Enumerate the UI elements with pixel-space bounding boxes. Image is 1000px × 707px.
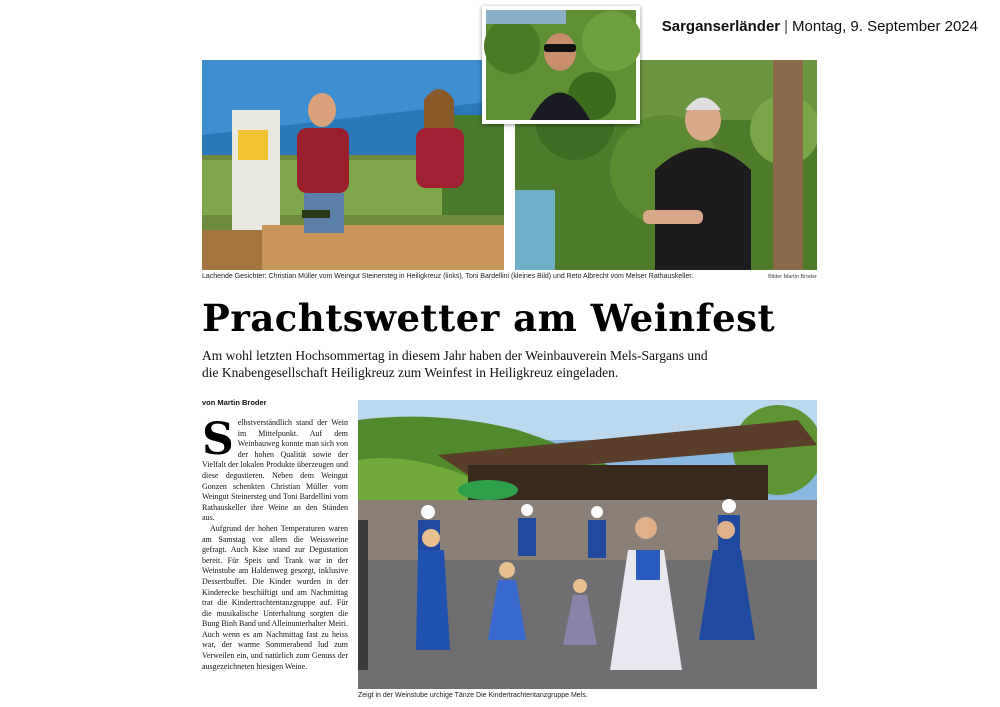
paragraph-1-text: elbstverständlich stand der Wein im Mittelpunkt. Auf dem Weinbauweg konnte man sich von der hohen Qualität sowie der Vielfalt der lokalen Produkte überzeugen und diese degustieren. Neben dem Weingut Gonzen schenkten Christian Müller vom Weingut Steinersteg und Toni Bardellini vom Rathauskeller ihre Weine an den Ständen aus. xyxy=(202,418,348,523)
photo-dance-group xyxy=(358,400,817,689)
headline: Prachtswetter am Weinfest xyxy=(202,296,776,340)
newspaper-name: Sarganserländer xyxy=(661,18,781,35)
paragraph-2: Aufgrund der hohen Temperaturen waren am Samstag vor allem die Weissweine gefragt. Auch Käse stand zur Degustation bereit. Für Speis und Trank war in der Weinstube am Haldenweg gesorgt, inklusive Dessertbuffet. Die Kinder wurden in der Kinderecke beschäftigt und am Nachmittag trat die Kindertrachtentanzgruppe auf. Für die musikalische Unterhaltung sorgten die Bung Binh Band und Alleinunterhalter Meiri. Auch wenn es am Nachmittag fast zu heiss war, der warme Sommerabend lud zum Verweilen ein, und natürlich zum Genuss der ausgezeichneten hiesigen Weine. xyxy=(202,523,348,671)
photo-winery-stand xyxy=(202,60,504,270)
photo-inset-portrait xyxy=(482,6,640,124)
article-body xyxy=(202,414,348,672)
photo-credit: Bilder Martin Broder xyxy=(768,274,817,280)
article-lead: Am wohl letzten Hochsommertag in diesem Jahr haben der Weinbauverein Mels-Sargans und die Knabengesellschaft Heiligkreuz zum Weinfest in Heiligkreuz eingeladen. xyxy=(202,348,708,380)
byline: von Martin Broder xyxy=(202,398,267,407)
drop-cap: S xyxy=(202,414,234,465)
top-photo-caption: Lachende Gesichter: Christian Müller vom Weingut Steinersteg in Heiligkreuz (links), Toni Bardellini (kleines Bild) und Reto Albrecht vom Melser Rathauskeller. xyxy=(202,273,694,280)
bottom-photo-caption: Zeigt in der Weinstube urchige Tänze Die Kindertrachtentanzgruppe Mels. xyxy=(358,692,588,699)
masthead xyxy=(662,18,978,35)
paragraph-1 xyxy=(202,414,348,524)
issue-date: Montag, 9. September 2024 xyxy=(792,18,978,35)
masthead-divider: | xyxy=(784,18,789,35)
